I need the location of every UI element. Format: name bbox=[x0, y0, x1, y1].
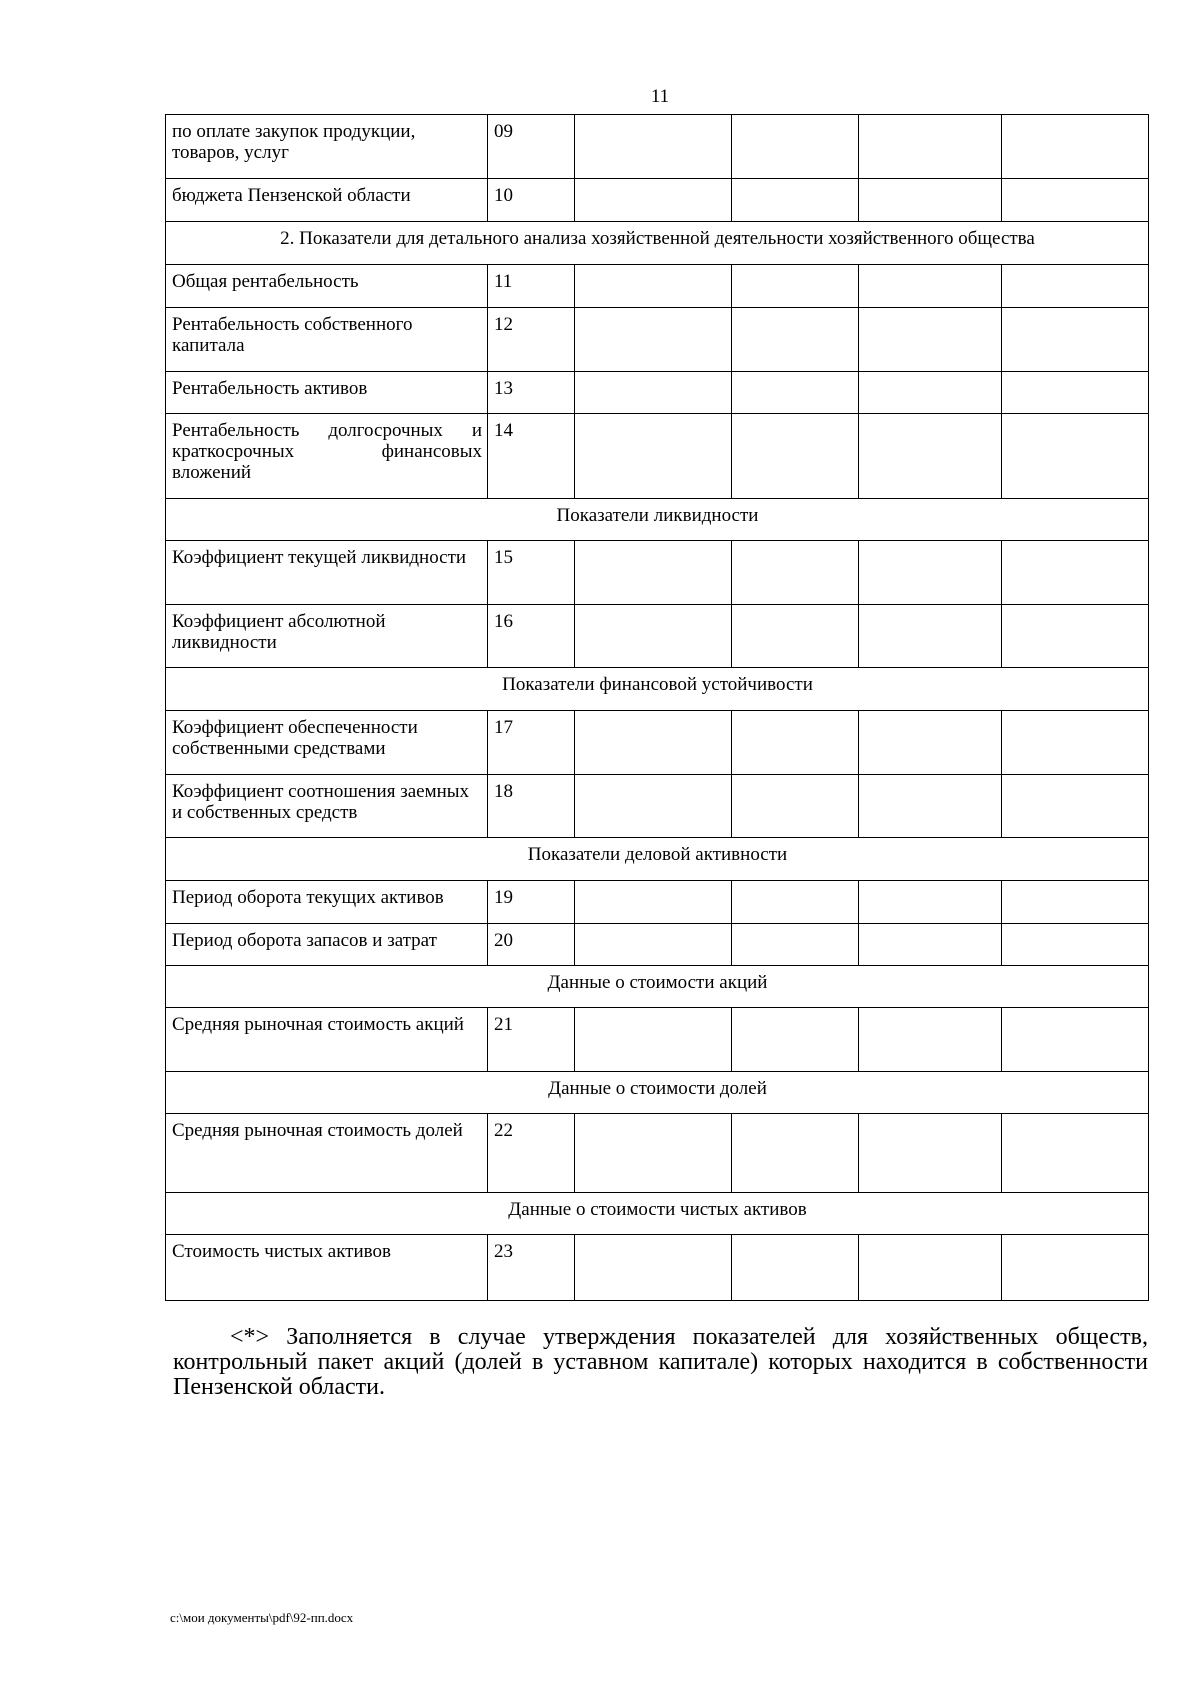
table-row bbox=[166, 179, 1149, 222]
value-cell bbox=[732, 1114, 859, 1193]
value-cell bbox=[859, 775, 1002, 838]
value-cell bbox=[732, 372, 859, 414]
table-row bbox=[166, 1235, 1149, 1301]
value-cell bbox=[1002, 1008, 1149, 1072]
value-cell bbox=[575, 1235, 732, 1301]
value-cell bbox=[859, 541, 1002, 605]
line-code: 13 bbox=[488, 372, 575, 414]
value-cell bbox=[1002, 308, 1149, 372]
line-code: 22 bbox=[488, 1114, 575, 1193]
indicator-name: Общая рентабельность bbox=[166, 265, 488, 308]
value-cell bbox=[732, 265, 859, 308]
line-code: 21 bbox=[488, 1008, 575, 1072]
value-cell bbox=[1002, 1235, 1149, 1301]
footnote bbox=[173, 1325, 1148, 1400]
value-cell bbox=[1002, 711, 1149, 775]
value-cell bbox=[575, 1008, 732, 1072]
section-title: Показатели финансовой устойчивости bbox=[166, 668, 1149, 711]
value-cell bbox=[859, 605, 1002, 668]
section-title: Показатели деловой активности bbox=[166, 838, 1149, 881]
value-cell bbox=[1002, 265, 1149, 308]
value-cell bbox=[575, 308, 732, 372]
value-cell bbox=[575, 115, 732, 179]
value-cell bbox=[732, 1235, 859, 1301]
value-cell bbox=[575, 265, 732, 308]
table-row bbox=[166, 605, 1149, 668]
table-row bbox=[166, 1008, 1149, 1072]
table-row bbox=[166, 775, 1149, 838]
value-cell bbox=[575, 605, 732, 668]
indicator-name: Коэффициент абсолютной ликвидности bbox=[166, 605, 488, 668]
section-title: Данные о стоимости чистых активов bbox=[166, 1193, 1149, 1235]
value-cell bbox=[575, 775, 732, 838]
section-row bbox=[166, 838, 1149, 881]
section-title: Данные о стоимости акций bbox=[166, 966, 1149, 1008]
table-row bbox=[166, 265, 1149, 308]
table-row bbox=[166, 924, 1149, 966]
line-code: 15 bbox=[488, 541, 575, 605]
value-cell bbox=[575, 924, 732, 966]
indicator-name: Рентабельность долгосрочных и краткосрочных финансовых вложений bbox=[166, 414, 488, 499]
section-row bbox=[166, 222, 1149, 265]
indicator-name: Коэффициент текущей ликвидности bbox=[166, 541, 488, 605]
value-cell bbox=[859, 308, 1002, 372]
indicator-name: Рентабельность активов bbox=[166, 372, 488, 414]
indicator-name: Средняя рыночная стоимость акций bbox=[166, 1008, 488, 1072]
value-cell bbox=[859, 414, 1002, 499]
value-cell bbox=[859, 1114, 1002, 1193]
value-cell bbox=[732, 775, 859, 838]
value-cell bbox=[1002, 372, 1149, 414]
indicator-name: Рентабельность собственного капитала bbox=[166, 308, 488, 372]
table-row bbox=[166, 308, 1149, 372]
section-title: Данные о стоимости долей bbox=[166, 1072, 1149, 1114]
section-row bbox=[166, 1072, 1149, 1114]
value-cell bbox=[859, 372, 1002, 414]
value-cell bbox=[859, 924, 1002, 966]
file-path: c:\мои документы\pdf\92-пп.docx bbox=[170, 1610, 354, 1625]
indicator-name: Коэффициент обеспеченности собственными средствами bbox=[166, 711, 488, 775]
section-title: Показатели ликвидности bbox=[166, 499, 1149, 541]
indicator-name: Стоимость чистых активов bbox=[166, 1235, 488, 1301]
table-row bbox=[166, 115, 1149, 179]
section-row bbox=[166, 499, 1149, 541]
value-cell bbox=[732, 881, 859, 924]
line-code: 17 bbox=[488, 711, 575, 775]
value-cell bbox=[575, 881, 732, 924]
value-cell bbox=[732, 541, 859, 605]
value-cell bbox=[575, 179, 732, 222]
section-row bbox=[166, 1193, 1149, 1235]
value-cell bbox=[732, 605, 859, 668]
table-row bbox=[166, 372, 1149, 414]
line-code: 09 bbox=[488, 115, 575, 179]
line-code: 23 bbox=[488, 1235, 575, 1301]
value-cell bbox=[1002, 115, 1149, 179]
line-code: 12 bbox=[488, 308, 575, 372]
indicator-name: Средняя рыночная стоимость долей bbox=[166, 1114, 488, 1193]
value-cell bbox=[1002, 924, 1149, 966]
line-code: 18 bbox=[488, 775, 575, 838]
value-cell bbox=[1002, 179, 1149, 222]
value-cell bbox=[575, 1114, 732, 1193]
value-cell bbox=[859, 115, 1002, 179]
value-cell bbox=[1002, 605, 1149, 668]
line-code: 10 bbox=[488, 179, 575, 222]
value-cell bbox=[732, 1008, 859, 1072]
table-row bbox=[166, 1114, 1149, 1193]
page-number: 11 bbox=[650, 86, 670, 107]
value-cell bbox=[1002, 1114, 1149, 1193]
value-cell bbox=[859, 711, 1002, 775]
value-cell bbox=[859, 881, 1002, 924]
value-cell bbox=[732, 115, 859, 179]
indicator-name: Период оборота запасов и затрат bbox=[166, 924, 488, 966]
line-code: 16 bbox=[488, 605, 575, 668]
value-cell bbox=[859, 1008, 1002, 1072]
line-code: 19 bbox=[488, 881, 575, 924]
value-cell bbox=[1002, 414, 1149, 499]
indicator-name: Коэффициент соотношения заемных и собственных средств bbox=[166, 775, 488, 838]
value-cell bbox=[575, 414, 732, 499]
section-title: 2. Показатели для детального анализа хозяйственной деятельности хозяйственного общества bbox=[166, 222, 1149, 265]
value-cell bbox=[1002, 541, 1149, 605]
section-row bbox=[166, 966, 1149, 1008]
indicator-name: Период оборота текущих активов bbox=[166, 881, 488, 924]
value-cell bbox=[732, 179, 859, 222]
value-cell bbox=[732, 924, 859, 966]
value-cell bbox=[859, 265, 1002, 308]
value-cell bbox=[1002, 775, 1149, 838]
indicators-table bbox=[165, 114, 1149, 1301]
value-cell bbox=[859, 1235, 1002, 1301]
value-cell bbox=[1002, 881, 1149, 924]
line-code: 11 bbox=[488, 265, 575, 308]
value-cell bbox=[732, 308, 859, 372]
value-cell bbox=[732, 711, 859, 775]
indicator-name: бюджета Пензенской области bbox=[166, 179, 488, 222]
indicator-name: по оплате закупок продукции, товаров, услуг bbox=[166, 115, 488, 179]
line-code: 14 bbox=[488, 414, 575, 499]
table-row bbox=[166, 541, 1149, 605]
value-cell bbox=[859, 179, 1002, 222]
value-cell bbox=[575, 711, 732, 775]
section-row bbox=[166, 668, 1149, 711]
value-cell bbox=[575, 541, 732, 605]
value-cell bbox=[732, 414, 859, 499]
table-row bbox=[166, 881, 1149, 924]
line-code: 20 bbox=[488, 924, 575, 966]
value-cell bbox=[575, 372, 732, 414]
table-row bbox=[166, 414, 1149, 499]
table-row bbox=[166, 711, 1149, 775]
footnote-text: <*> Заполняется в случае утверждения показателей для хозяйственных обществ, контрольный пакет акций (долей в уставном капитале) которых находится в собственности Пензенской области. bbox=[173, 1324, 1148, 1400]
